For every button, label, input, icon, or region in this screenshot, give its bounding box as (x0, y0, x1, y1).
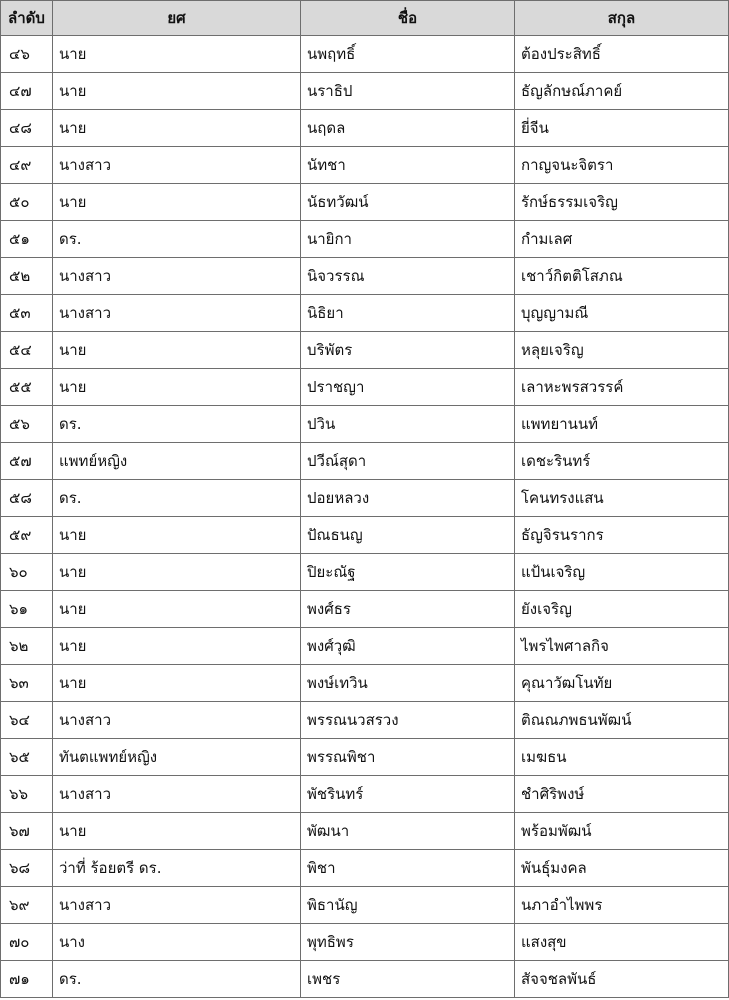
table-row (1, 36, 729, 73)
table-row (1, 110, 729, 147)
order-number-cell: ๔๖ (1, 36, 53, 73)
first-name-cell: พรรณนวสรวง (301, 702, 515, 739)
table-body (1, 36, 729, 998)
rank-title-cell: นาย (53, 517, 301, 554)
first-name-cell: ปราชญา (301, 369, 515, 406)
order-number-cell: ๕๖ (1, 406, 53, 443)
table-row (1, 739, 729, 776)
rank-title-cell: นาย (53, 813, 301, 850)
rank-title-cell: นาย (53, 554, 301, 591)
header-first-name: ชื่อ (301, 1, 515, 36)
first-name-cell: นายิกา (301, 221, 515, 258)
surname-cell: รักษ์ธรรมเจริญ (515, 184, 729, 221)
order-number-cell: ๕๓ (1, 295, 53, 332)
first-name-cell: ปวีณ์สุดา (301, 443, 515, 480)
surname-cell: สัจจชลพันธ์ (515, 961, 729, 998)
surname-cell: เมฆธน (515, 739, 729, 776)
first-name-cell: นราธิป (301, 73, 515, 110)
order-number-cell: ๕๗ (1, 443, 53, 480)
first-name-cell: นฤดล (301, 110, 515, 147)
table-row (1, 665, 729, 702)
order-number-cell: ๔๙ (1, 147, 53, 184)
surname-cell: ยังเจริญ (515, 591, 729, 628)
first-name-cell: ปิยะณัฐ (301, 554, 515, 591)
surname-cell: แป้นเจริญ (515, 554, 729, 591)
header-rank-title: ยศ (53, 1, 301, 36)
table-row (1, 813, 729, 850)
rank-title-cell: นางสาว (53, 776, 301, 813)
rank-title-cell: ทันตแพทย์หญิง (53, 739, 301, 776)
first-name-cell: พิธานัญ (301, 887, 515, 924)
order-number-cell: ๕๐ (1, 184, 53, 221)
rank-title-cell: นางสาว (53, 702, 301, 739)
table-row (1, 628, 729, 665)
table-row (1, 554, 729, 591)
rank-title-cell: นาย (53, 184, 301, 221)
surname-cell: บุญญามณี (515, 295, 729, 332)
table-row (1, 369, 729, 406)
rank-title-cell: นาย (53, 332, 301, 369)
first-name-cell: พงศ์วุฒิ (301, 628, 515, 665)
table-row (1, 295, 729, 332)
first-name-cell: พัฒนา (301, 813, 515, 850)
surname-cell: เชาว์กิตติโสภณ (515, 258, 729, 295)
rank-title-cell: ว่าที่ ร้อยตรี ดร. (53, 850, 301, 887)
rank-title-cell: ดร. (53, 221, 301, 258)
table-row (1, 73, 729, 110)
first-name-cell: เพชร (301, 961, 515, 998)
surname-cell: ธัญลักษณ์ภาคย์ (515, 73, 729, 110)
order-number-cell: ๖๔ (1, 702, 53, 739)
rank-title-cell: นางสาว (53, 295, 301, 332)
first-name-cell: พุทธิพร (301, 924, 515, 961)
surname-cell: กำมเลศ (515, 221, 729, 258)
order-number-cell: ๖๒ (1, 628, 53, 665)
table-row (1, 480, 729, 517)
first-name-cell: นพฤทธิ์ (301, 36, 515, 73)
first-name-cell: พิชา (301, 850, 515, 887)
header-surname: สกุล (515, 1, 729, 36)
first-name-cell: ปอยหลวง (301, 480, 515, 517)
order-number-cell: ๖๖ (1, 776, 53, 813)
first-name-cell: นิธิยา (301, 295, 515, 332)
header-order-number: ลำดับ (1, 1, 53, 36)
rank-title-cell: ดร. (53, 406, 301, 443)
table-row (1, 332, 729, 369)
order-number-cell: ๖๗ (1, 813, 53, 850)
surname-cell: ธัญจิรนรากร (515, 517, 729, 554)
surname-cell: ติณณภพธนพัฒน์ (515, 702, 729, 739)
surname-cell: แพทยานนท์ (515, 406, 729, 443)
first-name-cell: บริพัตร (301, 332, 515, 369)
first-name-cell: นัธทวัฒน์ (301, 184, 515, 221)
surname-cell: ต้องประสิทธิ์ (515, 36, 729, 73)
order-number-cell: ๖๐ (1, 554, 53, 591)
rank-title-cell: นางสาว (53, 258, 301, 295)
first-name-cell: นิจวรรณ (301, 258, 515, 295)
order-number-cell: ๖๙ (1, 887, 53, 924)
table-row (1, 776, 729, 813)
first-name-cell: ปวิน (301, 406, 515, 443)
table-row (1, 406, 729, 443)
rank-title-cell: ดร. (53, 480, 301, 517)
rank-title-cell: นาย (53, 36, 301, 73)
order-number-cell: ๔๘ (1, 110, 53, 147)
table-row (1, 591, 729, 628)
order-number-cell: ๔๗ (1, 73, 53, 110)
first-name-cell: พัชรินทร์ (301, 776, 515, 813)
order-number-cell: ๗๑ (1, 961, 53, 998)
rank-title-cell: นาง (53, 924, 301, 961)
surname-cell: หลุยเจริญ (515, 332, 729, 369)
surname-cell: พันธุ์มงคล (515, 850, 729, 887)
rank-title-cell: นาย (53, 628, 301, 665)
rank-title-cell: นาย (53, 110, 301, 147)
order-number-cell: ๕๕ (1, 369, 53, 406)
order-number-cell: ๕๑ (1, 221, 53, 258)
surname-cell: แสงสุข (515, 924, 729, 961)
rank-title-cell: นางสาว (53, 887, 301, 924)
surname-cell: ไพรไพศาลกิจ (515, 628, 729, 665)
order-number-cell: ๕๔ (1, 332, 53, 369)
rank-title-cell: แพทย์หญิง (53, 443, 301, 480)
table-header (1, 1, 729, 36)
surname-cell: เลาหะพรสวรรค์ (515, 369, 729, 406)
surname-cell: กาญจนะจิตรา (515, 147, 729, 184)
surname-cell: คุณาวัฒโนทัย (515, 665, 729, 702)
order-number-cell: ๗๐ (1, 924, 53, 961)
order-number-cell: ๖๓ (1, 665, 53, 702)
table-row (1, 147, 729, 184)
table-row (1, 924, 729, 961)
table-row (1, 850, 729, 887)
order-number-cell: ๖๑ (1, 591, 53, 628)
order-number-cell: ๕๘ (1, 480, 53, 517)
surname-cell: ยี่จีน (515, 110, 729, 147)
surname-cell: เดชะรินทร์ (515, 443, 729, 480)
surname-cell: พร้อมพัฒน์ (515, 813, 729, 850)
table-row (1, 887, 729, 924)
table-row (1, 702, 729, 739)
rank-title-cell: นาย (53, 369, 301, 406)
order-number-cell: ๖๘ (1, 850, 53, 887)
first-name-cell: พงษ์เทวิน (301, 665, 515, 702)
rank-title-cell: นาย (53, 591, 301, 628)
table-row (1, 258, 729, 295)
rank-title-cell: นาย (53, 73, 301, 110)
surname-cell: ชำศิริพงษ์ (515, 776, 729, 813)
table-row (1, 961, 729, 998)
rank-title-cell: นาย (53, 665, 301, 702)
order-number-cell: ๕๙ (1, 517, 53, 554)
first-name-cell: พรรณพิชา (301, 739, 515, 776)
table-row (1, 184, 729, 221)
first-name-cell: ปัณธนญ (301, 517, 515, 554)
table-row (1, 517, 729, 554)
table-row (1, 221, 729, 258)
surname-cell: โคนทรงแสน (515, 480, 729, 517)
order-number-cell: ๖๕ (1, 739, 53, 776)
header-row (1, 1, 729, 36)
first-name-cell: นัทชา (301, 147, 515, 184)
surname-cell: นภาอำไพพร (515, 887, 729, 924)
order-number-cell: ๕๒ (1, 258, 53, 295)
first-name-cell: พงศ์ธร (301, 591, 515, 628)
rank-title-cell: นางสาว (53, 147, 301, 184)
table-row (1, 443, 729, 480)
rank-title-cell: ดร. (53, 961, 301, 998)
